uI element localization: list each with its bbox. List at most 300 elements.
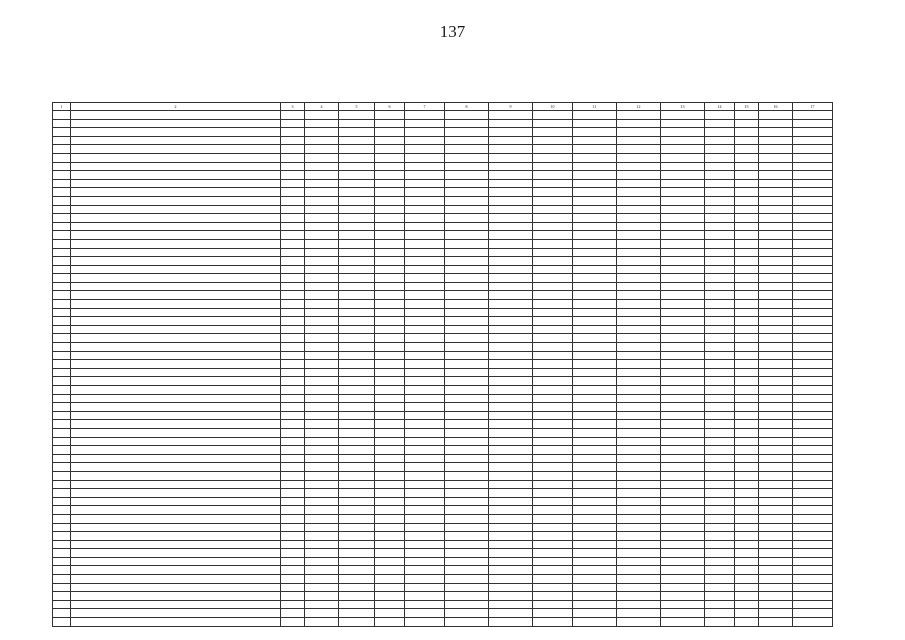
table-cell	[281, 325, 305, 334]
table-cell	[533, 411, 573, 420]
table-cell	[375, 111, 405, 120]
table-cell	[759, 325, 793, 334]
table-cell	[71, 532, 281, 541]
table-cell	[735, 145, 759, 154]
table-cell	[759, 592, 793, 601]
table-cell	[489, 325, 533, 334]
table-cell	[405, 600, 445, 609]
table-cell	[793, 231, 833, 240]
table-row	[53, 214, 833, 223]
table-cell	[489, 532, 533, 541]
table-cell	[405, 497, 445, 506]
table-cell	[617, 360, 661, 369]
table-cell	[759, 222, 793, 231]
table-cell	[71, 222, 281, 231]
table-row	[53, 111, 833, 120]
table-cell	[71, 497, 281, 506]
table-cell	[617, 317, 661, 326]
table-cell	[759, 239, 793, 248]
table-cell	[445, 317, 489, 326]
table-cell	[735, 179, 759, 188]
table-row	[53, 317, 833, 326]
table-cell	[375, 153, 405, 162]
table-row	[53, 188, 833, 197]
table-cell	[533, 506, 573, 515]
table-cell	[445, 377, 489, 386]
table-cell	[405, 394, 445, 403]
table-cell	[305, 549, 339, 558]
table-cell	[281, 128, 305, 137]
table-cell	[735, 368, 759, 377]
table-cell	[405, 196, 445, 205]
table-cell	[375, 162, 405, 171]
table-cell	[71, 463, 281, 472]
table-cell	[375, 566, 405, 575]
table-cell	[573, 300, 617, 309]
table-cell	[281, 308, 305, 317]
table-cell	[759, 600, 793, 609]
table-cell	[617, 532, 661, 541]
table-cell	[405, 153, 445, 162]
table-cell	[617, 205, 661, 214]
table-cell	[305, 506, 339, 515]
table-cell	[305, 592, 339, 601]
table-cell	[305, 411, 339, 420]
table-row	[53, 506, 833, 515]
table-cell	[445, 153, 489, 162]
table-cell	[705, 592, 735, 601]
table-cell	[759, 360, 793, 369]
table-cell	[533, 300, 573, 309]
table-cell	[53, 171, 71, 180]
table-cell	[405, 420, 445, 429]
table-cell	[661, 145, 705, 154]
table-cell	[573, 394, 617, 403]
table-cell	[53, 308, 71, 317]
table-cell	[735, 618, 759, 627]
table-cell	[445, 128, 489, 137]
table-cell	[375, 540, 405, 549]
column-header: 16	[759, 103, 793, 111]
table-cell	[305, 291, 339, 300]
table-cell	[445, 420, 489, 429]
table-cell	[617, 609, 661, 618]
table-cell	[281, 454, 305, 463]
table-cell	[375, 214, 405, 223]
table-cell	[53, 351, 71, 360]
table-cell	[489, 489, 533, 498]
table-cell	[53, 575, 71, 584]
table-cell	[735, 334, 759, 343]
table-cell	[71, 265, 281, 274]
table-cell	[489, 446, 533, 455]
table-cell	[445, 239, 489, 248]
table-cell	[339, 411, 375, 420]
table-cell	[281, 411, 305, 420]
table-row	[53, 618, 833, 627]
table-cell	[759, 506, 793, 515]
table-cell	[533, 308, 573, 317]
table-cell	[281, 377, 305, 386]
table-cell	[533, 317, 573, 326]
table-cell	[445, 265, 489, 274]
table-cell	[375, 196, 405, 205]
table-cell	[53, 437, 71, 446]
table-cell	[533, 549, 573, 558]
table-cell	[533, 291, 573, 300]
table-cell	[617, 454, 661, 463]
table-cell	[53, 394, 71, 403]
table-cell	[489, 308, 533, 317]
table-cell	[533, 257, 573, 266]
table-cell	[281, 153, 305, 162]
table-cell	[445, 618, 489, 627]
table-cell	[281, 248, 305, 257]
table-cell	[661, 514, 705, 523]
table-cell	[661, 394, 705, 403]
column-header: 7	[405, 103, 445, 111]
table-cell	[533, 231, 573, 240]
table-cell	[793, 325, 833, 334]
table-cell	[405, 377, 445, 386]
table-cell	[661, 282, 705, 291]
table-cell	[661, 618, 705, 627]
table-cell	[705, 257, 735, 266]
table-cell	[53, 214, 71, 223]
table-cell	[705, 386, 735, 395]
table-cell	[573, 171, 617, 180]
table-cell	[305, 540, 339, 549]
table-row	[53, 300, 833, 309]
table-cell	[573, 274, 617, 283]
table-cell	[305, 368, 339, 377]
table-cell	[71, 239, 281, 248]
table-cell	[281, 618, 305, 627]
table-cell	[759, 145, 793, 154]
table-cell	[735, 532, 759, 541]
table-cell	[573, 566, 617, 575]
table-cell	[71, 231, 281, 240]
table-cell	[533, 428, 573, 437]
table-cell	[533, 583, 573, 592]
table-cell	[573, 377, 617, 386]
table-cell	[71, 128, 281, 137]
table-cell	[71, 471, 281, 480]
table-cell	[705, 343, 735, 352]
table-cell	[281, 317, 305, 326]
table-cell	[735, 463, 759, 472]
table-cell	[71, 428, 281, 437]
table-cell	[617, 394, 661, 403]
table-cell	[617, 506, 661, 515]
table-cell	[735, 360, 759, 369]
table-cell	[705, 265, 735, 274]
table-cell	[533, 222, 573, 231]
table-cell	[375, 497, 405, 506]
table-cell	[533, 489, 573, 498]
table-cell	[375, 437, 405, 446]
table-cell	[705, 214, 735, 223]
table-cell	[445, 557, 489, 566]
column-header: 11	[573, 103, 617, 111]
table-cell	[533, 437, 573, 446]
table-cell	[705, 205, 735, 214]
table-cell	[759, 497, 793, 506]
table-cell	[617, 386, 661, 395]
table-cell	[617, 549, 661, 558]
table-cell	[489, 239, 533, 248]
table-cell	[375, 532, 405, 541]
table-cell	[281, 239, 305, 248]
table-row	[53, 282, 833, 291]
table-cell	[759, 351, 793, 360]
table-cell	[53, 291, 71, 300]
table-cell	[53, 136, 71, 145]
table-cell	[735, 471, 759, 480]
column-header: 10	[533, 103, 573, 111]
table-cell	[533, 188, 573, 197]
table-cell	[533, 343, 573, 352]
table-cell	[533, 153, 573, 162]
table-cell	[793, 308, 833, 317]
table-cell	[281, 446, 305, 455]
table-cell	[759, 188, 793, 197]
table-cell	[617, 428, 661, 437]
table-cell	[339, 609, 375, 618]
register-table	[52, 102, 833, 627]
table-cell	[617, 540, 661, 549]
table-cell	[705, 162, 735, 171]
table-cell	[533, 497, 573, 506]
table-cell	[573, 282, 617, 291]
document-sheet	[52, 102, 832, 628]
table-cell	[573, 540, 617, 549]
table-cell	[661, 136, 705, 145]
table-cell	[489, 600, 533, 609]
table-cell	[71, 420, 281, 429]
table-cell	[489, 171, 533, 180]
table-cell	[573, 214, 617, 223]
table-cell	[705, 454, 735, 463]
table-cell	[661, 179, 705, 188]
table-cell	[705, 368, 735, 377]
table-cell	[445, 403, 489, 412]
table-cell	[489, 463, 533, 472]
table-cell	[339, 386, 375, 395]
table-cell	[305, 497, 339, 506]
table-cell	[445, 428, 489, 437]
table-cell	[489, 514, 533, 523]
table-cell	[793, 274, 833, 283]
table-cell	[53, 196, 71, 205]
table-row	[53, 446, 833, 455]
table-cell	[305, 274, 339, 283]
table-cell	[759, 111, 793, 120]
table-cell	[339, 111, 375, 120]
table-cell	[573, 136, 617, 145]
table-cell	[573, 471, 617, 480]
table-cell	[759, 618, 793, 627]
table-cell	[705, 171, 735, 180]
column-header: 17	[793, 103, 833, 111]
table-cell	[375, 480, 405, 489]
table-cell	[489, 420, 533, 429]
table-cell	[305, 420, 339, 429]
table-cell	[489, 153, 533, 162]
table-cell	[281, 549, 305, 558]
table-cell	[793, 291, 833, 300]
table-cell	[705, 282, 735, 291]
table-cell	[339, 532, 375, 541]
table-cell	[305, 205, 339, 214]
table-cell	[53, 162, 71, 171]
table-cell	[735, 609, 759, 618]
table-cell	[71, 592, 281, 601]
table-cell	[281, 575, 305, 584]
table-cell	[735, 480, 759, 489]
table-cell	[489, 257, 533, 266]
table-cell	[573, 411, 617, 420]
table-cell	[573, 368, 617, 377]
table-cell	[661, 119, 705, 128]
table-cell	[661, 351, 705, 360]
table-cell	[445, 463, 489, 472]
table-cell	[793, 214, 833, 223]
table-cell	[305, 532, 339, 541]
table-cell	[793, 239, 833, 248]
table-cell	[793, 188, 833, 197]
table-cell	[705, 248, 735, 257]
table-cell	[405, 609, 445, 618]
table-cell	[705, 506, 735, 515]
table-cell	[533, 575, 573, 584]
table-row	[53, 222, 833, 231]
table-cell	[759, 231, 793, 240]
table-cell	[735, 257, 759, 266]
table-cell	[71, 557, 281, 566]
table-cell	[705, 480, 735, 489]
table-row	[53, 557, 833, 566]
table-cell	[305, 575, 339, 584]
table-cell	[53, 222, 71, 231]
table-cell	[533, 420, 573, 429]
table-cell	[71, 274, 281, 283]
table-cell	[735, 394, 759, 403]
table-cell	[339, 239, 375, 248]
table-cell	[661, 497, 705, 506]
table-cell	[339, 231, 375, 240]
table-cell	[793, 153, 833, 162]
table-cell	[339, 153, 375, 162]
table-cell	[53, 377, 71, 386]
table-cell	[573, 239, 617, 248]
table-cell	[533, 403, 573, 412]
table-cell	[405, 489, 445, 498]
table-cell	[617, 446, 661, 455]
table-cell	[53, 540, 71, 549]
table-row	[53, 257, 833, 266]
table-cell	[305, 514, 339, 523]
table-cell	[759, 300, 793, 309]
table-cell	[617, 231, 661, 240]
table-cell	[617, 222, 661, 231]
table-cell	[339, 592, 375, 601]
table-cell	[71, 411, 281, 420]
table-cell	[489, 557, 533, 566]
table-cell	[705, 489, 735, 498]
table-cell	[53, 446, 71, 455]
table-cell	[661, 428, 705, 437]
table-cell	[339, 437, 375, 446]
table-cell	[661, 446, 705, 455]
table-cell	[445, 600, 489, 609]
table-cell	[305, 386, 339, 395]
table-cell	[735, 446, 759, 455]
table-cell	[53, 463, 71, 472]
table-cell	[793, 618, 833, 627]
table-cell	[759, 317, 793, 326]
table-cell	[71, 377, 281, 386]
table-cell	[71, 600, 281, 609]
table-cell	[573, 514, 617, 523]
table-cell	[617, 463, 661, 472]
table-cell	[793, 523, 833, 532]
table-cell	[445, 411, 489, 420]
table-cell	[375, 411, 405, 420]
table-cell	[305, 239, 339, 248]
table-cell	[339, 171, 375, 180]
table-cell	[445, 248, 489, 257]
table-cell	[489, 403, 533, 412]
table-cell	[375, 282, 405, 291]
table-cell	[533, 471, 573, 480]
table-cell	[617, 437, 661, 446]
table-cell	[759, 368, 793, 377]
table-cell	[705, 609, 735, 618]
table-cell	[759, 471, 793, 480]
table-row	[53, 196, 833, 205]
table-cell	[661, 308, 705, 317]
table-cell	[339, 618, 375, 627]
table-cell	[705, 471, 735, 480]
table-cell	[339, 343, 375, 352]
table-cell	[71, 317, 281, 326]
table-cell	[375, 274, 405, 283]
table-cell	[573, 420, 617, 429]
table-cell	[617, 368, 661, 377]
table-cell	[71, 153, 281, 162]
table-cell	[489, 111, 533, 120]
table-cell	[375, 188, 405, 197]
table-cell	[281, 274, 305, 283]
table-cell	[661, 463, 705, 472]
table-cell	[339, 480, 375, 489]
table-cell	[489, 394, 533, 403]
table-cell	[617, 471, 661, 480]
table-cell	[305, 428, 339, 437]
table-row	[53, 394, 833, 403]
table-cell	[281, 196, 305, 205]
table-cell	[661, 386, 705, 395]
table-row	[53, 343, 833, 352]
column-header: 15	[735, 103, 759, 111]
table-row	[53, 128, 833, 137]
table-cell	[375, 119, 405, 128]
table-cell	[339, 420, 375, 429]
table-cell	[281, 343, 305, 352]
table-cell	[375, 291, 405, 300]
table-cell	[573, 325, 617, 334]
